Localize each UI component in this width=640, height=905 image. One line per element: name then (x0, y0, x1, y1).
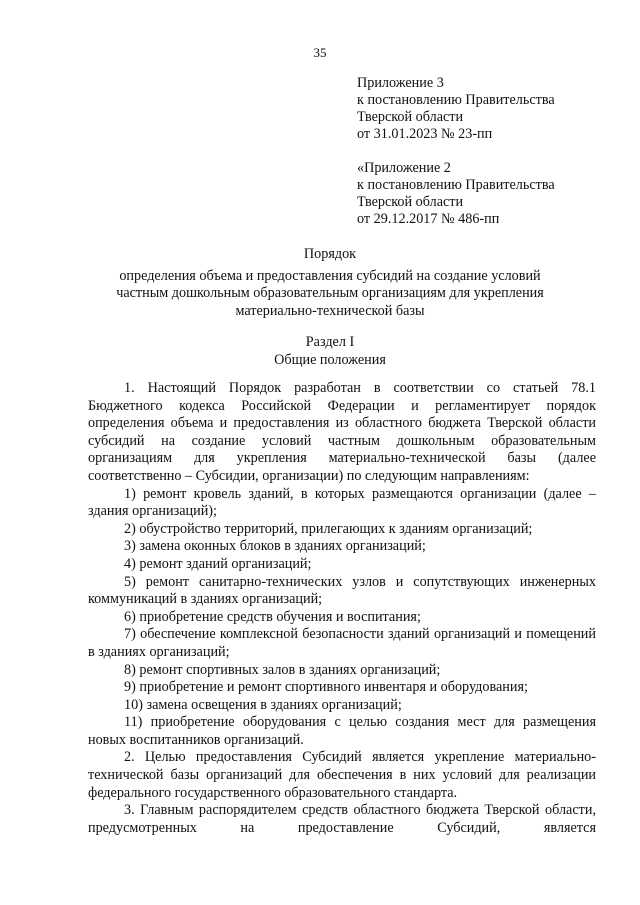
title-line: материально-технической базы (235, 302, 425, 319)
list-item: 6) приобретение средств обучения и воспитания; (124, 608, 421, 625)
section-heading (60, 334, 600, 369)
appendix-line: от 29.12.2017 № 486-пп (357, 211, 500, 227)
list-item: 10) замена освещения в зданиях организаций; (124, 696, 402, 713)
appendix-line: Тверской области (357, 194, 464, 210)
paragraph: 2. Целью предоставления Субсидий является укрепление материально-технической базы организаций для обеспечения в них условий для реализации федерального государственного образовательного стандарта. (88, 749, 596, 801)
list-item: 9) приобретение и ремонт спортивного инвентаря и оборудования; (124, 679, 528, 696)
appendix-line: «Приложение 2 (357, 160, 451, 176)
document-body (88, 380, 596, 837)
title-line: определения объема и предоставления субсидий на создание условий (119, 267, 541, 284)
list-item: 8) ремонт спортивных залов в зданиях организаций; (124, 661, 441, 678)
appendix-line: к постановлению Правительства (357, 177, 555, 193)
list-item: 7) обеспечение комплексной безопасности зданий организаций и помещений в зданиях организаций; (88, 626, 596, 660)
title-line: Порядок (303, 246, 357, 262)
page-number: 35 (313, 45, 327, 60)
section-title: Общие положения (274, 351, 386, 368)
list-item: 1) ремонт кровель зданий, в которых размещаются организации (далее – здания организаций); (88, 485, 596, 520)
list-item: 3) замена оконных блоков в зданиях организаций; (124, 538, 426, 555)
paragraph: 3. Главным распорядителем средств областного бюджета Тверской области, предусмотренных на предоставление Субсидий, является (88, 802, 596, 836)
list-item: 2) обустройство территорий, прилегающих к зданиям организаций; (124, 520, 533, 537)
appendix-line: от 31.01.2023 № 23-пп (357, 126, 493, 142)
appendix-line: Приложение 3 (357, 75, 444, 91)
section-number: Раздел I (305, 334, 355, 350)
appendix-line: к постановлению Правительства (357, 92, 555, 108)
appendix-2-header (357, 160, 555, 228)
document-title (60, 246, 600, 320)
list-item: 11) приобретение оборудования с целью создания мест для размещения новых воспитанников организаций. (88, 714, 596, 748)
paragraph: 1. Настоящий Порядок разработан в соответствии со статьей 78.1 Бюджетного кодекса Российской Федерации и регламентирует порядок определения объема и предоставления из областного бюджета Тверской области субсидий на создание условий частным дошкольным образовательным организациям для укрепления материально-технической базы (далее соответственно – Субсидии, организации) по следующим направлениям: (88, 380, 596, 484)
appendix-line: Тверской области (357, 109, 464, 125)
appendix-3-header (357, 75, 555, 143)
list-item: 4) ремонт зданий организаций; (124, 555, 312, 572)
title-line: частным дошкольным образовательным организациям для укрепления (116, 285, 544, 301)
list-item: 5) ремонт санитарно-технических узлов и сопутствующих инженерных коммуникаций в зданиях организаций; (88, 573, 596, 608)
